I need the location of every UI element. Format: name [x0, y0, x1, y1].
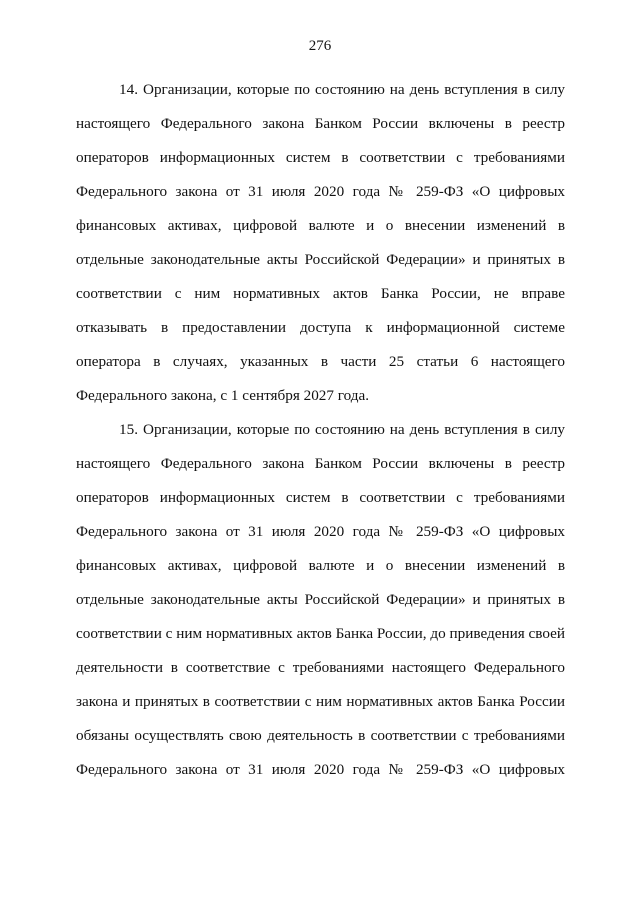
document-body — [76, 73, 565, 787]
text-line: операторов информационных систем в соответствии с требованиями — [76, 489, 565, 506]
text-line: обязаны осуществлять свою деятельность в соответствии с требованиями — [76, 727, 565, 744]
paragraph-14 — [76, 73, 565, 413]
text-line: 15. Организации, которые по состоянию на день вступления в силу — [119, 421, 565, 438]
text-line: Федерального закона от 31 июля 2020 года № 259-ФЗ «О цифровых — [76, 761, 565, 778]
text-line: настоящего Федерального закона Банком России включены в реестр — [76, 115, 565, 132]
text-line: деятельности в соответствие с требованиями настоящего Федерального — [76, 659, 565, 676]
text-line: отдельные законодательные акты Российской Федерации» и принятых в — [76, 251, 565, 268]
text-line: финансовых активах, цифровой валюте и о внесении изменений в — [76, 217, 565, 234]
text-line: 14. Организации, которые по состоянию на день вступления в силу — [119, 81, 565, 98]
text-line: финансовых активах, цифровой валюте и о внесении изменений в — [76, 557, 565, 574]
text-line: Федерального закона от 31 июля 2020 года № 259-ФЗ «О цифровых — [76, 183, 565, 200]
text-line: отказывать в предоставлении доступа к информационной системе — [76, 319, 565, 336]
text-line: соответствии с ним нормативных актов Банка России, не вправе — [76, 285, 565, 302]
text-line: Федерального закона, с 1 сентября 2027 года. — [76, 387, 370, 404]
text-line: отдельные законодательные акты Российской Федерации» и принятых в — [76, 591, 565, 608]
text-line: закона и принятых в соответствии с ним нормативных актов Банка России — [76, 693, 565, 710]
page-number: 276 — [308, 38, 332, 54]
text-line: операторов информационных систем в соответствии с требованиями — [76, 149, 565, 166]
text-line: оператора в случаях, указанных в части 25 статьи 6 настоящего — [76, 353, 565, 370]
text-line: настоящего Федерального закона Банком России включены в реестр — [76, 455, 565, 472]
text-line: Федерального закона от 31 июля 2020 года № 259-ФЗ «О цифровых — [76, 523, 565, 540]
text-line: соответствии с ним нормативных актов Банка России, до приведения своей — [76, 625, 565, 642]
paragraph-15 — [76, 413, 565, 787]
